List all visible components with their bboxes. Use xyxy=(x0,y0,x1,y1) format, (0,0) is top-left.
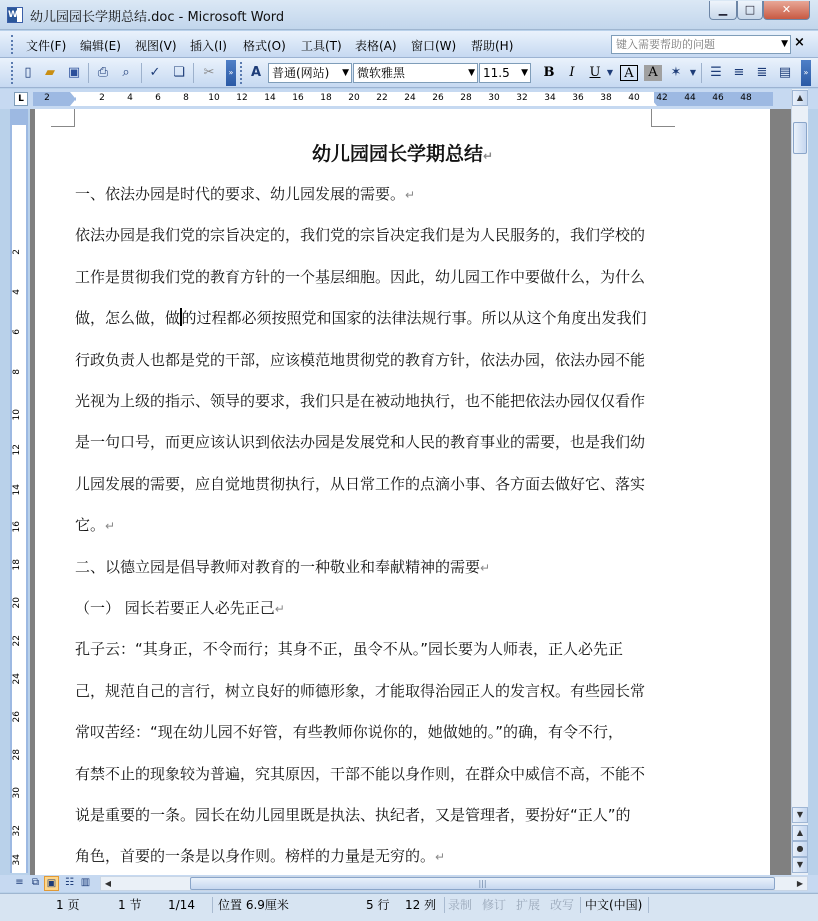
ruler-mark: 24 xyxy=(404,93,416,103)
ruler-mark: 14 xyxy=(264,93,276,103)
browse-object-icon[interactable]: ● xyxy=(792,841,808,857)
menu-view[interactable]: 视图(V) xyxy=(135,39,177,53)
menu-bar xyxy=(0,31,818,58)
font-size-value: 11.5 xyxy=(483,66,510,80)
status-position: 位置 6.9厘米 xyxy=(218,898,289,912)
status-separator xyxy=(444,897,445,913)
toolbar-separator xyxy=(701,63,702,83)
document-line[interactable] xyxy=(75,183,415,204)
document-line[interactable] xyxy=(75,307,647,328)
ruler-mark: 16 xyxy=(292,93,304,103)
ruler-mark: 8 xyxy=(183,93,189,103)
paragraph-mark: ↵ xyxy=(105,519,116,533)
menu-window[interactable]: 窗口(W) xyxy=(411,39,457,53)
status-column: 12 列 xyxy=(405,898,437,912)
help-question-input[interactable] xyxy=(611,35,791,54)
document-line-text: 有禁不止的现象较为普遍，究其原因，干部不能以身作则，在群众中威信不高，不能不 xyxy=(75,765,646,783)
status-overtype-toggle[interactable]: 改写 xyxy=(550,898,575,912)
document-line[interactable] xyxy=(75,721,623,742)
menu-file[interactable]: 文件(F) xyxy=(26,39,67,53)
outline-view-icon[interactable]: ☷ xyxy=(65,877,74,888)
ruler-mark: 2 xyxy=(44,93,50,103)
document-line-text: 一、依法办园是时代的要求、幼儿园发展的需要。 xyxy=(75,185,406,203)
bold-button[interactable]: B xyxy=(543,65,555,80)
ruler-mark: 38 xyxy=(600,93,612,103)
status-bar xyxy=(0,893,818,921)
toolbar xyxy=(0,58,818,88)
new-document-icon[interactable]: ▯ xyxy=(24,65,32,80)
document-line-text-after-cursor: 的过程都必须按照党和国家的法律法规行事。所以从这个角度出发我们 xyxy=(181,309,647,327)
crop-mark-right xyxy=(651,109,675,127)
document-line-text: 二、以德立园是倡导教师对教育的一种敬业和奉献精神的需要 xyxy=(75,558,481,576)
vruler-mark: 2 xyxy=(12,249,22,255)
print-icon[interactable]: ⎙ xyxy=(97,65,109,80)
menu-insert[interactable]: 插入(I) xyxy=(190,39,227,53)
horizontal-scrollbar[interactable] xyxy=(100,876,808,891)
status-extend-toggle[interactable]: 扩展 xyxy=(516,898,541,912)
minimize-button[interactable]: ▁ xyxy=(709,1,737,20)
vruler-mark: 20 xyxy=(12,597,22,609)
ruler-mark: 10 xyxy=(208,93,220,103)
chevron-down-icon[interactable]: ▼ xyxy=(781,39,788,49)
document-line[interactable] xyxy=(75,597,285,618)
horizontal-ruler-area xyxy=(0,89,818,109)
toolbar-separator xyxy=(88,63,89,83)
document-line[interactable] xyxy=(75,556,490,577)
styles-formatting-icon[interactable]: A xyxy=(250,65,262,80)
ruler-mark: 4 xyxy=(127,93,133,103)
next-page-icon[interactable]: ▼ xyxy=(792,857,808,873)
ruler-mark: 34 xyxy=(544,93,556,103)
vruler-mark: 8 xyxy=(12,369,22,375)
document-title[interactable] xyxy=(35,139,770,166)
vruler-mark: 26 xyxy=(12,711,22,723)
print-layout-icon[interactable]: ▣ xyxy=(44,876,59,891)
vruler-mark: 32 xyxy=(12,825,22,837)
status-section: 1 节 xyxy=(118,898,142,912)
italic-button[interactable]: I xyxy=(569,65,575,80)
menu-table[interactable]: 表格(A) xyxy=(355,39,397,53)
document-line[interactable] xyxy=(75,763,645,784)
document-line[interactable] xyxy=(75,266,645,287)
status-separator xyxy=(580,897,581,913)
ruler-mark: 46 xyxy=(712,93,724,103)
menu-format[interactable]: 格式(O) xyxy=(243,39,286,53)
document-line-text: 说是重要的一条。园长在幼儿园里既是执法、执纪者，又是管理者，要扮好“正人”的 xyxy=(75,806,631,824)
paragraph-mark: ↵ xyxy=(482,149,494,163)
font-effects-icon[interactable]: ✶ xyxy=(670,65,682,80)
document-line-text: 常叹苦经：“现在幼儿园不好管，有些教师你说你的，她做她的。”的确，有令不行， xyxy=(75,723,624,741)
vruler-mark: 30 xyxy=(12,787,22,799)
status-language[interactable]: 中文(中国) xyxy=(585,898,643,912)
horizontal-scroll-thumb[interactable]: ||| xyxy=(190,877,775,890)
font-select[interactable] xyxy=(353,63,478,83)
align-right-icon[interactable]: ≣ xyxy=(756,65,768,80)
vertical-scrollbar[interactable] xyxy=(791,89,808,875)
status-separator xyxy=(648,897,649,913)
paragraph-mark: ↵ xyxy=(274,602,285,616)
font-size-select[interactable] xyxy=(479,63,531,83)
chevron-down-icon[interactable]: ▼ xyxy=(689,68,697,77)
vertical-ruler[interactable] xyxy=(10,109,28,873)
vruler-mark: 16 xyxy=(12,521,22,533)
menu-edit[interactable]: 编辑(E) xyxy=(80,39,121,53)
document-line-text: 行政负责人也都是党的干部，应该模范地贯彻党的教育方针，依法办园，依法办园不能 xyxy=(75,351,646,369)
chevron-down-icon: ▼ xyxy=(468,68,475,78)
distributed-align-icon[interactable]: ▤ xyxy=(778,65,792,80)
document-line[interactable] xyxy=(75,804,631,825)
char-shading-button[interactable]: A xyxy=(644,65,662,81)
chevron-down-icon: ▼ xyxy=(342,68,349,78)
toolbar-options-chevron[interactable]: » xyxy=(226,60,236,86)
spelling-check-icon[interactable]: ✓ xyxy=(149,65,161,80)
cut-icon[interactable]: ✂ xyxy=(203,65,215,80)
toolbar-separator xyxy=(141,63,142,83)
menu-grip[interactable] xyxy=(11,35,14,54)
document-line[interactable] xyxy=(75,845,445,866)
font-value: 微软雅黑 xyxy=(357,66,406,80)
chevron-down-icon: ▼ xyxy=(521,68,528,78)
title-bar xyxy=(0,0,818,30)
vruler-mark: 18 xyxy=(12,559,22,571)
status-page-of: 1/14 xyxy=(168,898,195,912)
document-line[interactable] xyxy=(75,224,645,245)
status-separator xyxy=(212,897,213,913)
scroll-left-icon[interactable]: ◀ xyxy=(104,879,112,888)
maximize-button[interactable]: □ xyxy=(737,1,763,20)
normal-view-icon[interactable]: ≡ xyxy=(15,877,24,888)
tab-selector[interactable]: L xyxy=(14,92,28,106)
ruler-mark: 28 xyxy=(460,93,472,103)
ruler-mark: 30 xyxy=(488,93,500,103)
document-line-text: 己，规范自己的言行，树立良好的师德形象，才能取得治园正人的发言权。有些园长常 xyxy=(75,682,646,700)
ruler-mark: 26 xyxy=(432,93,444,103)
vruler-mark: 10 xyxy=(12,409,22,421)
first-line-indent-marker[interactable] xyxy=(70,92,80,98)
ruler-mark: 12 xyxy=(236,93,248,103)
align-center-icon[interactable]: ≡ xyxy=(733,65,745,80)
ruler-mark: 32 xyxy=(516,93,528,103)
vertical-ruler-text-area xyxy=(12,125,26,873)
open-folder-icon[interactable]: ▰ xyxy=(45,65,55,80)
document-line[interactable] xyxy=(75,349,645,370)
scroll-right-icon[interactable]: ▶ xyxy=(796,879,804,888)
style-select[interactable] xyxy=(268,63,352,83)
toolbar-grip[interactable] xyxy=(11,62,14,84)
ruler-mark: 20 xyxy=(348,93,360,103)
format-toolbar-grip[interactable] xyxy=(240,62,243,84)
vruler-mark: 28 xyxy=(12,749,22,761)
research-icon[interactable]: ❏ xyxy=(173,65,185,80)
web-layout-icon[interactable]: ⧉ xyxy=(31,877,40,888)
ruler-mark: 2 xyxy=(99,93,105,103)
char-border-button[interactable]: A xyxy=(620,65,638,81)
document-line[interactable] xyxy=(75,680,645,701)
close-document-button[interactable]: × xyxy=(794,35,805,50)
document-line-text: 工作是贯彻我们党的教育方针的一个基层细胞。因此，幼儿园工作中要做什么，为什么 xyxy=(75,268,646,286)
close-window-button[interactable]: ✕ xyxy=(763,1,810,20)
save-icon[interactable]: ▣ xyxy=(67,65,81,80)
vruler-mark: 4 xyxy=(12,289,22,295)
hanging-indent-marker[interactable] xyxy=(70,100,80,106)
document-line[interactable] xyxy=(75,514,115,535)
document-line[interactable] xyxy=(75,431,645,452)
document-line-text: 光视为上级的指示、领导的要求，我们只是在被动地执行，也不能把依法办园仅仅看作 xyxy=(75,392,646,410)
vruler-mark: 12 xyxy=(12,444,22,456)
word-app-icon[interactable]: W xyxy=(7,7,23,23)
vruler-mark: 14 xyxy=(12,484,22,496)
menu-help[interactable]: 帮助(H) xyxy=(471,39,514,53)
document-line-text: 是一句口号，而更应该认识到依法办园是发展党和人民的教育事业的需要，也是我们幼 xyxy=(75,433,646,451)
paragraph-mark: ↵ xyxy=(405,188,416,202)
horizontal-scroll-area xyxy=(0,875,818,892)
document-line-text: 依法办园是我们党的宗旨决定的，我们党的宗旨决定我们是为人民服务的，我们学校的 xyxy=(75,226,646,244)
status-record-toggle[interactable]: 录制 xyxy=(448,898,473,912)
underline-dropdown-icon[interactable]: ▼ xyxy=(606,68,614,77)
ruler-mark: 22 xyxy=(376,93,388,103)
right-indent-marker[interactable] xyxy=(647,100,657,106)
ruler-mark: 42 xyxy=(656,93,668,103)
ruler-mark: 48 xyxy=(740,93,752,103)
vruler-mark: 6 xyxy=(12,329,22,335)
vruler-mark: 34 xyxy=(12,854,22,866)
vertical-scroll-thumb[interactable] xyxy=(793,122,807,154)
help-placeholder: 键入需要帮助的问题 xyxy=(616,38,715,51)
vruler-mark: 24 xyxy=(12,673,22,685)
ruler-mark: 40 xyxy=(628,93,640,103)
paragraph-mark: ↵ xyxy=(435,850,446,864)
crop-mark-left xyxy=(51,109,75,127)
status-line: 5 行 xyxy=(366,898,390,912)
menu-tools[interactable]: 工具(T) xyxy=(301,39,342,53)
document-line-text-before-cursor: 做，怎么做，做 xyxy=(75,309,181,327)
print-preview-icon[interactable]: ⌕ xyxy=(122,65,130,80)
previous-page-icon[interactable]: ▲ xyxy=(792,825,808,841)
document-line-text: 儿园发展的需要，应自觉地贯彻执行，从日常工作的点滴小事、各方面去做好它、落实 xyxy=(75,475,646,493)
document-line-text: 孔子云：“其身正，不令而行；其身不正，虽令不从。”园长要为人师表，正人必先正 xyxy=(75,640,624,658)
window-title: 幼儿园园长学期总结.doc - Microsoft Word xyxy=(30,10,285,25)
document-line[interactable] xyxy=(75,638,623,659)
underline-button[interactable]: U xyxy=(589,65,601,80)
document-line[interactable] xyxy=(75,390,645,411)
toolbar-separator xyxy=(193,63,194,83)
document-line-text: （一） 园长若要正人必先正己 xyxy=(75,599,275,617)
document-title-text: 幼儿园园长学期总结 xyxy=(311,143,483,165)
align-justify-icon[interactable]: ☰ xyxy=(710,65,722,80)
vruler-mark: 22 xyxy=(12,635,22,647)
document-page[interactable] xyxy=(35,109,770,875)
ruler-mark: 6 xyxy=(155,93,161,103)
style-value: 普通(网站) xyxy=(272,66,330,80)
ruler-mark: 18 xyxy=(320,93,332,103)
paragraph-mark: ↵ xyxy=(480,561,491,575)
ruler-mark: 36 xyxy=(572,93,584,103)
scroll-up-icon[interactable]: ▲ xyxy=(792,90,808,106)
format-toolbar-options-chevron[interactable]: » xyxy=(801,60,811,86)
document-line[interactable] xyxy=(75,473,645,494)
ruler-mark: 44 xyxy=(684,93,696,103)
reading-layout-icon[interactable]: ▥ xyxy=(80,877,91,888)
document-line-text: 它。 xyxy=(75,516,106,534)
horizontal-ruler[interactable] xyxy=(33,92,773,106)
scroll-down-icon[interactable]: ▼ xyxy=(792,807,808,823)
status-page: 1 页 xyxy=(56,898,80,912)
status-track-changes-toggle[interactable]: 修订 xyxy=(482,898,507,912)
document-line-text: 角色，首要的一条是以身作则。榜样的力量是无穷的。 xyxy=(75,847,436,865)
